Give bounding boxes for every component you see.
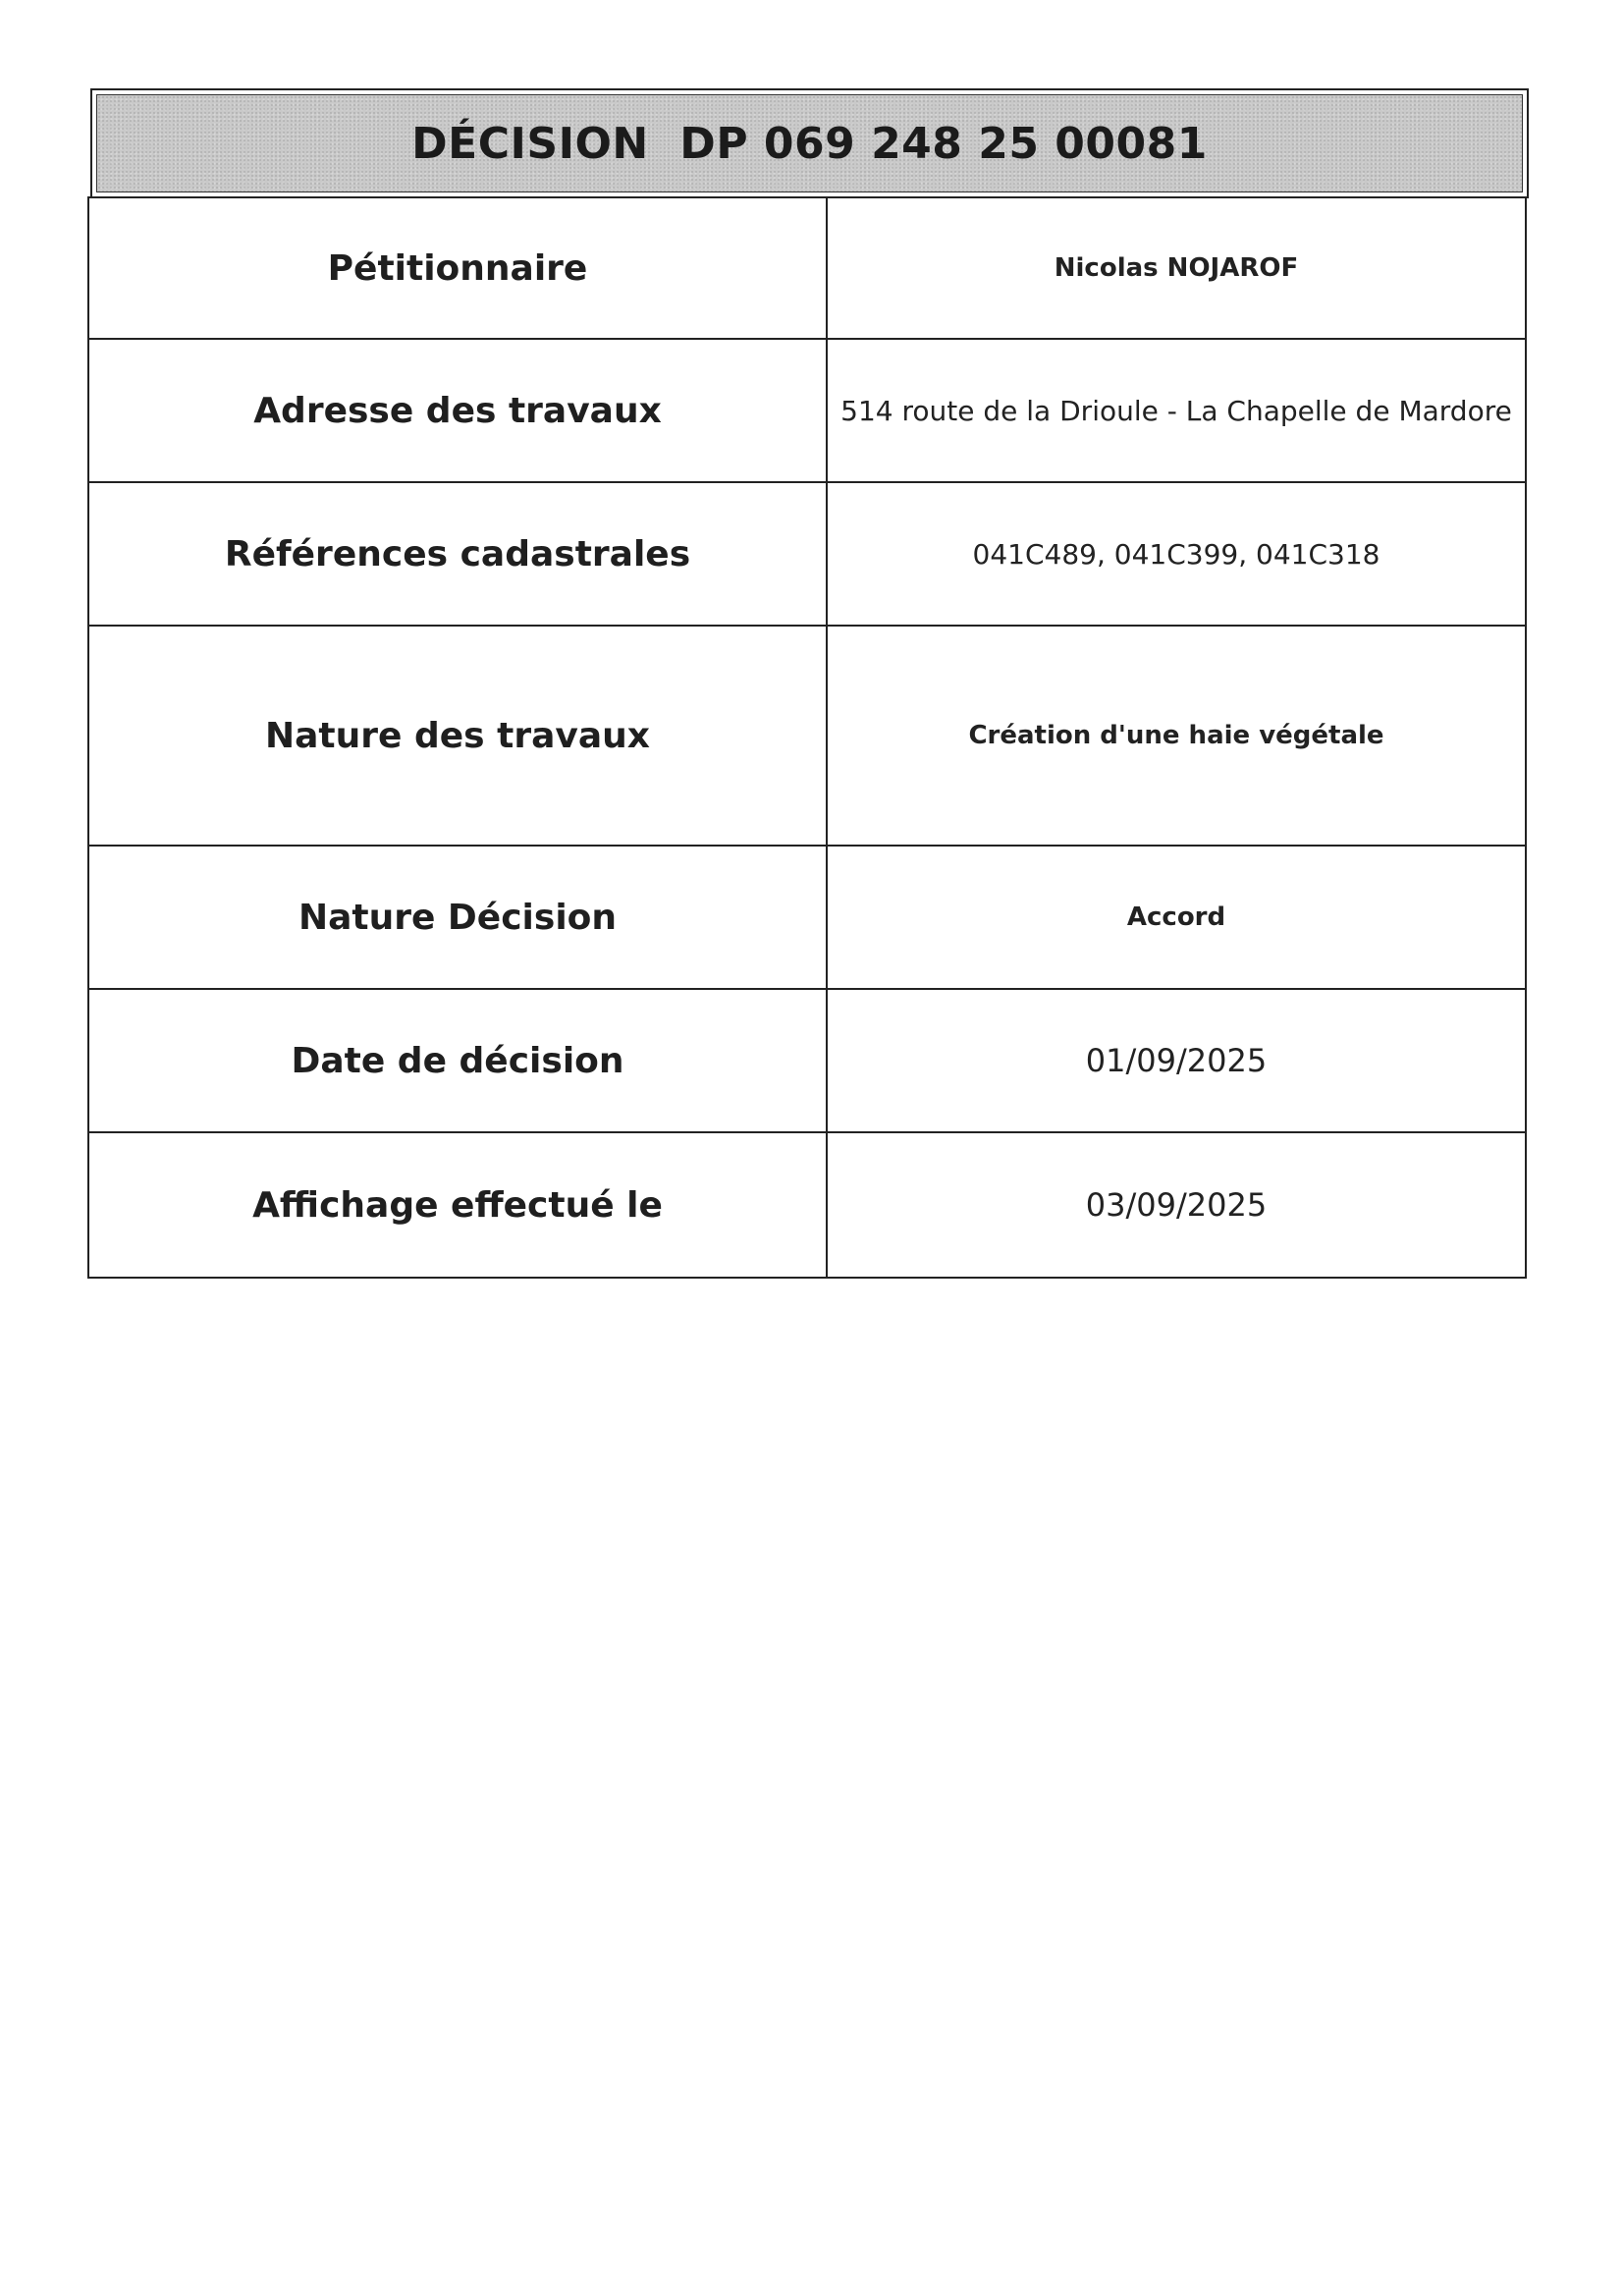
row-label: Références cadastrales (88, 482, 827, 626)
row-label: Nature Décision (88, 846, 827, 989)
row-label: Date de décision (88, 989, 827, 1132)
table-row-affichage (88, 1132, 1526, 1278)
decision-details-table (87, 196, 1527, 1279)
table-row-date-decision (88, 989, 1526, 1132)
decision-form (87, 88, 1527, 1279)
row-label: Affichage effectué le (88, 1132, 827, 1278)
table-row-references (88, 482, 1526, 626)
row-value: 514 route de la Drioule - La Chapelle de Mardore (827, 339, 1526, 482)
row-label: Nature des travaux (88, 626, 827, 846)
table-row-petitionnaire (88, 197, 1526, 339)
title-banner-inner (96, 94, 1523, 192)
table-row-adresse (88, 339, 1526, 482)
row-label: Adresse des travaux (88, 339, 827, 482)
table-row-nature-travaux (88, 626, 1526, 846)
row-value: Accord (827, 846, 1526, 989)
row-value: Création d'une haie végétale (827, 626, 1526, 846)
decision-title: DÉCISION DP 069 248 25 00081 (411, 118, 1208, 169)
title-banner (90, 88, 1529, 198)
row-value: 01/09/2025 (827, 989, 1526, 1132)
table-row-nature-decision (88, 846, 1526, 989)
row-value: 041C489, 041C399, 041C318 (827, 482, 1526, 626)
row-value: 03/09/2025 (827, 1132, 1526, 1278)
row-value: Nicolas NOJAROF (827, 197, 1526, 339)
row-label: Pétitionnaire (88, 197, 827, 339)
